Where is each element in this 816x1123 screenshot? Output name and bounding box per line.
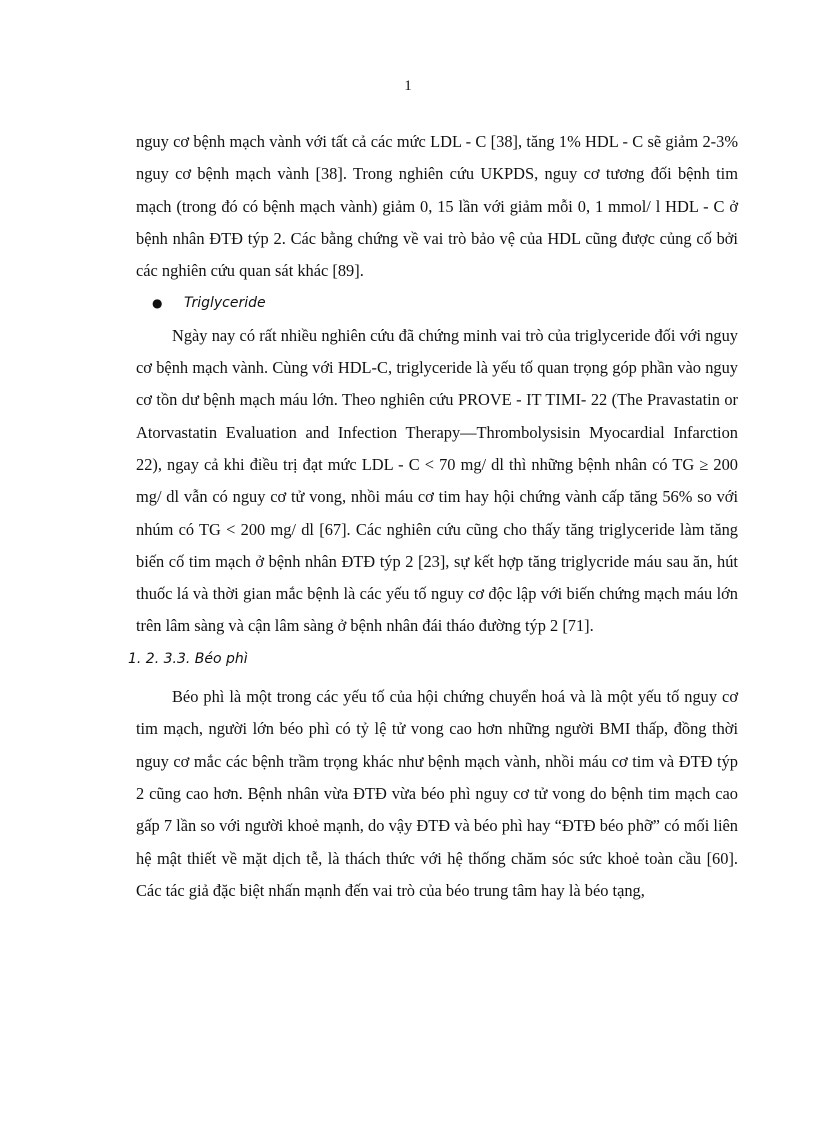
bullet-item-triglyceride [136, 287, 738, 319]
paragraph-hdl: nguy cơ bệnh mạch vành với tất cả các mức LDL - C [38], tăng 1% HDL - C sẽ giảm 2-3% nguy cơ bệnh mạch vành [38]. Trong nghiên cứu UKPDS, nguy cơ tương đối bệnh tim mạch (trong đó có bệnh mạch vành) giảm 0, 15 lần với giảm mỗi 0, 1 mmol/ l HDL - C ở bệnh nhân ĐTĐ týp 2. Các bằng chứng về vai trò bảo vệ của HDL cũng được củng cố bởi các nghiên cứu quan sát khác [89]. [136, 132, 738, 281]
paragraph-triglyceride: Ngày nay có rất nhiều nghiên cứu đã chứng minh vai trò của triglyceride đối với nguy cơ bệnh mạch vành. Cùng với HDL-C, triglyceride là yếu tố quan trọng góp phần vào nguy cơ tồn dư bệnh mạch máu lớn. Theo nghiên cứu PROVE - IT TIMI- 22 (The Pravastatin or Atorvastatin Evaluation and Infection Therapy—Thrombolysisin Myocardial Infarction 22), ngay cả khi điều trị đạt mức LDL - C < 70 mg/ dl thì những bệnh nhân có TG ≥ 200 mg/ dl vẫn có nguy cơ tử vong, nhồi máu cơ tim hay hội chứng vành cấp tăng 56% so với nhúm có TG < 200 mg/ dl [67]. Các nghiên cứu cũng cho thấy tăng triglyceride làm tăng biến cố tim mạch ở bệnh nhân ĐTĐ týp 2 [23], sự kết hợp tăng triglycride máu sau ăn, hút thuốc lá và thời gian mắc bệnh là các yếu tố nguy cơ độc lập với biến chứng mạch máu lớn trên lâm sàng và cận lâm sàng ở bệnh nhân đái tháo đường týp 2 [71]. [136, 325, 738, 636]
section-heading: 1. 2. 3.3. Béo phì [128, 650, 248, 667]
page-number: 1 [404, 78, 412, 94]
paragraph-obesity: Béo phì là một trong các yếu tố của hội chứng chuyển hoá và là một yếu tố nguy cơ tim mạch, người lớn béo phì có tỷ lệ tử vong cao hơn những người BMI thấp, đồng thời nguy cơ mắc các bệnh trầm trọng khác như bệnh mạch vành, nhồi máu cơ tim và ĐTĐ týp 2 cũng cao hơn. Bệnh nhân vừa ĐTĐ vừa béo phì nguy cơ tử vong do bệnh tim mạch cao gấp 7 lần so với người khoẻ mạnh, do vậy ĐTĐ và béo phì hay “ĐTĐ béo phỡ” có mối liên hệ mật thiết về mặt dịch tễ, là thách thức với hệ thống chăm sóc sức khoẻ toàn cầu [60]. Các tác giả đặc biệt nhấn mạnh đến vai trò của béo trung tâm hay là béo tạng, [136, 687, 738, 900]
bullet-label: Triglyceride [184, 295, 266, 312]
bullet-icon: ● [152, 296, 163, 311]
document-body [128, 126, 738, 907]
